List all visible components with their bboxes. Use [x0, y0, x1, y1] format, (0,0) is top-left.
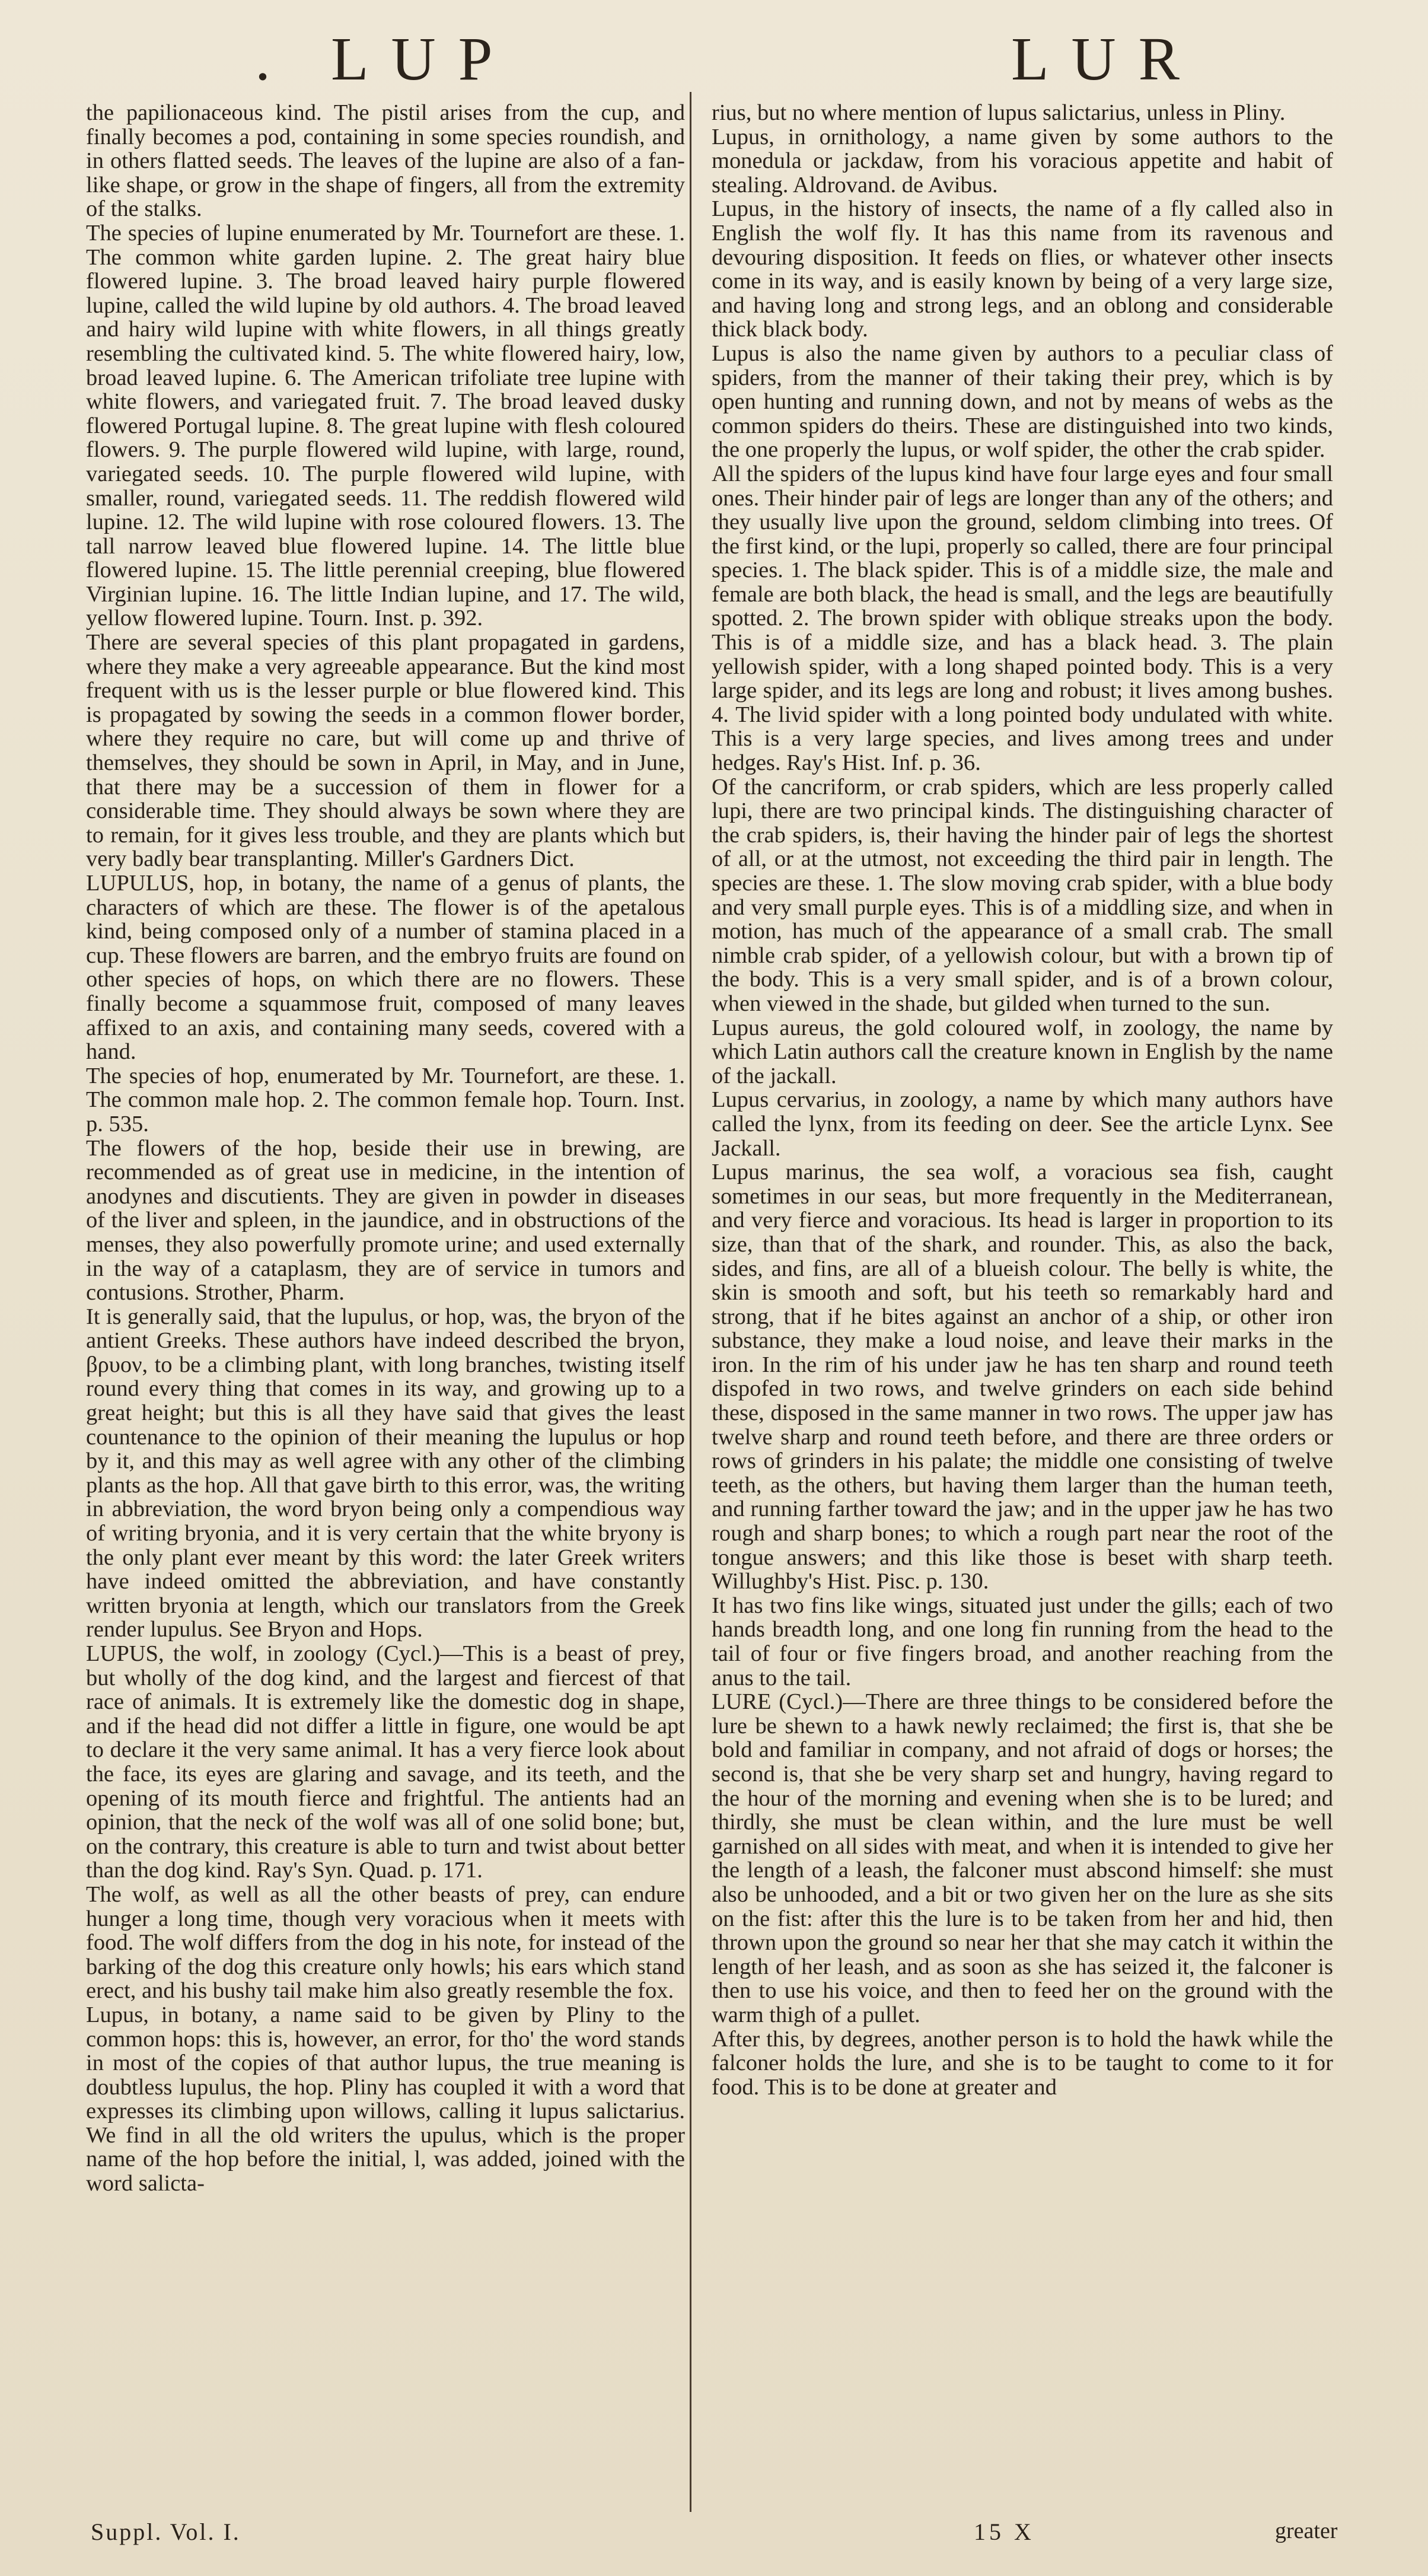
- paragraph: It has two fins like wings, situated just under the gills; each of two hands breadth long, and one long fin running from the head to the tail of four or five fingers broad, and another reaching from the anus to the tail.: [712, 1593, 1333, 1690]
- paragraph: The flowers of the hop, beside their use in brewing, are recommended as of great use in medicine, in the intention of anodynes and discutients. They are given in powder in diseases of the liver and spleen, in the jaundice, and in obstructions of the menses, they also powerfully promote urine; and used externally in the way of a cataplasm, they are of service in tumors and contusions. Strother, Pharm.: [86, 1135, 685, 1305]
- paragraph: All the spiders of the lupus kind have four large eyes and four small ones. Their hinder pair of legs are longer than any of the others; and they usually live upon the ground, seldom climbing into trees. Of the first kind, or the lupi, properly so called, there are four principal species. 1. The black spider. This is of a middle size, the male and female are both black, the head is small, and the legs are beautifully spotted. 2. The brown spider with oblique streaks upon the body. This is of a middle size, and has a black head. 3. The plain yellowish spider, with a long shaped pointed body. This is a very large spider, and its legs are long and robust; it lives among bushes. 4. The livid spider with a long pointed body undulated with white. This is a very large species, and lives among trees and under hedges. Ray's Hist. Inf. p. 36.: [712, 461, 1333, 776]
- paragraph: The wolf, as well as all the other beasts of prey, can endure hunger a long time, though very voracious when it meets with food. The wolf differs from the dog in his note, for instead of the barking of the dog this creature only howls; his ears which stand erect, and his bushy tail make him also greatly resemble the fox.: [86, 1881, 685, 2004]
- entry-lupus-insects: Lupus, in the history of insects, the name of a fly called also in English the wolf fly. It has this name from its ravenous and devouring disposition. It feeds on flies, or whatever other insects come in its way, and is easily known by being of a very large size, and having long and strong legs, and an oblong and considerable thick black body.: [712, 196, 1333, 342]
- running-head-right: LUR: [1011, 25, 1202, 93]
- entry-lupus-aureus: Lupus aureus, the gold coloured wolf, in zoology, the name by which Latin authors call the creature known in English by the name of the jackall.: [712, 1015, 1333, 1088]
- paragraph: the papilionaceous kind. The pistil arises from the cup, and finally becomes a pod, containing in some species roundish, and in others flatted seeds. The leaves of the lupine are also of a fan-like shape, or grow in the shape of fingers, all from the extremity of the stalks.: [86, 101, 685, 222]
- running-head-left: . LUP: [255, 25, 515, 93]
- entry-lupulus: LUPULUS, hop, in botany, the name of a genus of plants, the characters of which are these. The flower is of the apetalous kind, being composed only of a number of stamina placed in a cup. These flowers are barren, and the embryo fruits are found on other species of hops, on which there are no flowers. These finally become a squammose fruit, composed of many leaves affixed to an axis, and containing many seeds, covered with a hand.: [86, 871, 685, 1065]
- entry-lupus-marinus: Lupus marinus, the sea wolf, a voracious sea fish, caught sometimes in our seas, but more frequently in the Mediterranean, and very fierce and voracious. Its head is larger in proportion to its size, than that of the shark, and rounder. This, as also the back, sides, and fins, are all of a blueish colour. The belly is white, the skin is smooth and soft, but his teeth so remarkably hard and strong, that if he bites against an anchor of a ship, or other iron substance, they make a loud noise, and leave their marks in the iron. In the rim of his under jaw he has ten sharp and round teeth dispofed in two rows, and twelve grinders on each side behind these, disposed in the same manner in two rows. The upper jaw has twelve sharp and round teeth before, and there are three orders or rows of grinders in his palate; the middle one consisting of twelve teeth, as the others, but having them larger than the human teeth, and running farther toward the jaw; and in the upper jaw he has two rough and sharp bones; to which a rough part near the root of the tongue answers; and this like those is beset with sharp teeth. Willughby's Hist. Pisc. p. 130.: [712, 1160, 1333, 1594]
- entry-lupus-cervarius: Lupus cervarius, in zoology, a name by which many authors have called the lynx, from its feeding on deer. See the article Lynx. See Jackall.: [712, 1087, 1333, 1161]
- catchword: greater: [1275, 2518, 1338, 2543]
- left-column: [86, 101, 685, 2467]
- entry-lupus-wolf: LUPUS, the wolf, in zoology (Cycl.)—This is a beast of prey, but wholly of the dog kind, and the largest and fiercest of that race of animals. It is extremely like the domestic dog in shape, and if the head did not differ a little in figure, one would be apt to declare it the very same animal. It has a very fierce look about the face, its eyes are glaring and savage, and its teeth, and the opening of its mouth fierce and frightful. The antients had an opinion, that the neck of the wolf was all of one solid bone; but, on the contrary, this creature is able to turn and twist about better than the dog kind. Ray's Syn. Quad. p. 171.: [86, 1641, 685, 1883]
- paragraph: The species of lupine enumerated by Mr. Tournefort are these. 1. The common white garden lupine. 2. The great hairy blue flowered lupine. 3. The broad leaved hairy purple flowered lupine, called the wild lupine by old authors. 4. The broad leaved and hairy wild lupine with white flowers, in all things greatly resembling the cultivated kind. 5. The white flowered hairy, low, broad leaved lupine. 6. The American trifoliate tree lupine with white flowers, and variegated fruit. 7. The broad leaved dusky flowered Portugal lupine. 8. The great lupine with flesh coloured flowers. 9. The purple flowered wild lupine, with large, round, variegated seeds. 10. The purple flowered wild lupine, with smaller, round, variegated seeds. 11. The reddish flowered wild lupine. 12. The wild lupine with rose coloured flowers. 13. The tall narrow leaved blue flowered lupine. 14. The little blue flowered lupine. 15. The little perennial creeping, blue flowered Virginian lupine. 16. The little Indian lupine, and 17. The wild, yellow flowered lupine. Tourn. Inst. p. 392.: [86, 220, 685, 631]
- paragraph: The species of hop, enumerated by Mr. Tournefort, are these. 1. The common male hop. 2. The common female hop. Tourn. Inst. p. 535.: [86, 1063, 685, 1136]
- gathering-signature: 15 X: [974, 2518, 1035, 2545]
- entry-lupus-spiders: Lupus is also the name given by authors to a peculiar class of spiders, from the manner of their taking their prey, which is by open hunting and running down, and not by means of webs as the common spiders do theirs. These are distinguished into two kinds, the one properly the lupus, or wolf spider, the other the crab spider.: [712, 340, 1333, 463]
- paragraph: Of the cancriform, or crab spiders, which are less properly called lupi, there are two principal kinds. The distinguishing character of the crab spiders, is, their having the hinder pair of legs the shortest of all, or at the utmost, not exceeding the third pair in length. The species are these. 1. The slow moving crab spider, with a blue body and very small purple eyes. This is of a middling size, and when in motion, has much of the appearance of a small crab. The small nimble crab spider, of a yellowish colour, but with a brown tip of the body. This is a very small spider, and is of a brown colour, when viewed in the shade, but gilded when turned to the sun.: [712, 774, 1333, 1016]
- paragraph: It is generally said, that the lupulus, or hop, was, the bryon of the antient Greeks. These authors have indeed described the bryon, βρυον, to be a climbing plant, with long branches, twisting itself round every thing that comes in its way, and growing up to a great height; but this is all they have said that gives the least countenance to the opinion of their meaning the lupulus or hop by it, and this may as well agree with any other of the climbing plants as the hop. All that gave birth to this error, was, the writing in abbreviation, the word bryon being only a compendious way of writing bryonia, and it is very certain that the white bryony is the only plant ever meant by this word: the later Greek writers have indeed omitted the abbreviation, and have constantly written bryonia at length, which our translators from the Greek render lupulus. See Bryon and Hops.: [86, 1304, 685, 1642]
- entry-lure: LURE (Cycl.)—There are three things to be considered before the lure be shewn to a hawk newly reclaimed; the first is, that she be bold and familiar in company, and not afraid of dogs or horses; the second is, that she be very sharp set and hungry, having regard to the hour of the morning and evening when she is to be lured; and thirdly, she must be clean within, and the lure must be well garnished on all sides with meat, and when it is intended to give her the length of a leash, the falconer must abscond himself: she must also be unhooded, and a bit or two given her on the lure as she sits on the fist: after this the lure is to be taken from her and hid, then thrown upon the ground so near her that she may catch it within the length of her leash, and as soon as she has seized it, the falconer is then to use his voice, and then to feed her on the ground with the warm thigh of a pullet.: [712, 1689, 1333, 2027]
- right-column: [712, 101, 1333, 2467]
- volume-signature: Suppl. Vol. I.: [91, 2518, 241, 2545]
- entry-lupus-botany: Lupus, in botany, a name said to be given by Pliny to the common hops: this is, however, an error, for tho' the word stands in most of the copies of that author lupus, the true meaning is doubtless lupulus, the hop. Pliny has coupled it with a word that expresses its climbing upon willows, calling it lupus salictarius. We find in all the old writers the upulus, which is the proper name of the hop before the initial, l, was added, joined with the word salicta-: [86, 2002, 685, 2196]
- paragraph: There are several species of this plant propagated in gardens, where they make a very agreeable appearance. But the kind most frequent with us is the lesser purple or blue flowered kind. This is propagated by sowing the seeds in a common flower border, where they require no care, but will come up and thrive of themselves, they should be sown in April, in May, and in June, that there may be a succession of them in flower for a considerable time. They should always be sown where they are to remain, for it gives less trouble, and they are plants which but very badly bear transplanting. Miller's Gardners Dict.: [86, 630, 685, 872]
- paragraph: rius, but no where mention of lupus salictarius, unless in Pliny.: [712, 101, 1286, 125]
- column-rule: [690, 92, 691, 2512]
- paragraph: After this, by degrees, another person is to hold the hawk while the falconer holds the lure, and she is to be taught to come to it for food. This is to be done at greater and: [712, 2026, 1333, 2100]
- entry-lupus-ornithology: Lupus, in ornithology, a name given by some authors to the monedula or jackdaw, from his voracious appetite and habit of stealing. Aldrovand. de Avibus.: [712, 124, 1333, 198]
